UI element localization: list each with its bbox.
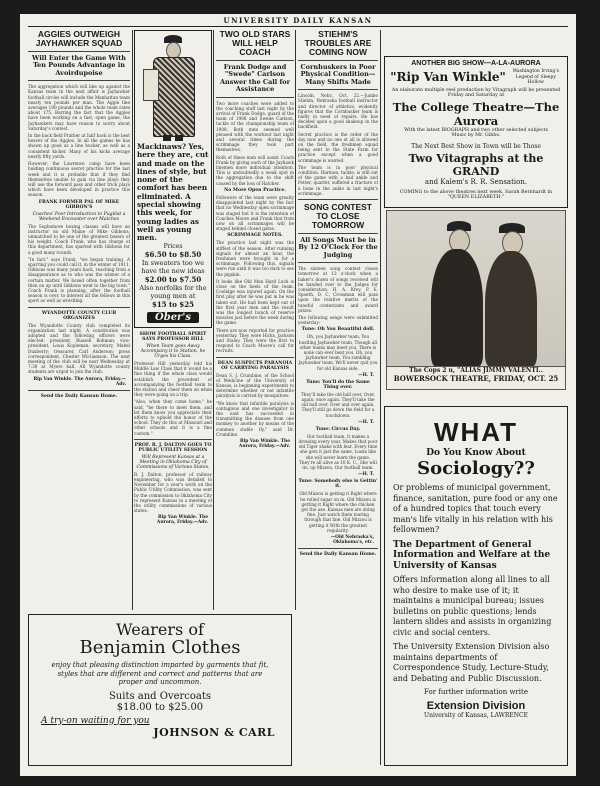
article-text: Professor Hill yesterday told his Middle Law Class that it would be a fine thing if the whole class would establish the precedent of accompanying the football team to the station and cheer them on when they were going on a trip. [134, 361, 212, 398]
footer-send-home: Send the Daily Kansan Home. [299, 551, 377, 557]
article-text: Dean S. J. Crumbine, of the School of Medicine of the University of Kansas, is beginning experiments to determine whether or not infantile paralysis is carried by mosquitoes. [216, 372, 294, 399]
ad-rip-line5: Two Vitagraphs at the GRAND [408, 151, 544, 178]
subhead-song-contest: All Songs Must be in By 12 O'Clock For the Judging [298, 235, 378, 259]
ad-wearers-line3: Suits and Overcoats [108, 690, 212, 702]
article-text: The following songs were submitted yesterday: [298, 315, 378, 326]
ad-what-line5: Extension Division [426, 700, 526, 712]
photo-caption-1: The Cops 2 u, "ALIAS JIMMY VALENTI.. [409, 367, 543, 374]
column-rule [295, 30, 296, 610]
caption-frank: FRANK FORMER PAL OF MIKE GIBBON'S [38, 199, 120, 210]
ad-wearers-body: enjoy that pleasing distinction imparted by garments that fit, styles that are different and correct and patterns that are proper and uncommon. [51, 661, 269, 686]
headline-stiehm: STIEHM'S TROUBLES ARE COMING NOW [304, 30, 372, 57]
headline-aggies: AGGIES OUTWEIGH JAYHAWKER SQUAD [35, 30, 123, 48]
headline-old-stars: TWO OLD STARS WILL HELP COACH [219, 30, 291, 57]
ad-wearers-line2: Benjamin Clothes [79, 637, 241, 658]
song-lyrics: Oh, you Jayhawker team, You bustling Jayhawker team, Though all other teams may meet you, There is none can ever beat you. Oh, you Jayhawker team, You rambling Jayhawker team, We'll never quit you for old Kansas side. [298, 334, 378, 371]
ad-rip-theatre: The College Theatre—The Aurora [392, 99, 560, 128]
song-signature: —H. T. [358, 372, 374, 378]
subhead-stiehm: Cornhuskers in Poor Physical Condition—Many Shifts Made [300, 62, 376, 86]
song-signature: —H. T. [358, 472, 374, 478]
ad-wearers-line1: Wearers of [116, 620, 204, 639]
song-lyrics: Our football team, It makes a dressing every year, Makes that poor old Tiger shake with fear. Every time she gets it just the same, Looks like she will never learn the game. They're all alive as 10 K. U., She will do, up Mizzou. Our football team. [298, 433, 378, 471]
photo-caption-2: BOWERSOCK THEATRE, FRIDAY, OCT. 25 [393, 374, 559, 383]
song-lyrics: Old Mizzou is getting it Right where he rolled sugar on in. Old Mizzou is getting it Right where the chicken got the axe. Kansas men are doing fine. Just watch them tearing through that line. Old Mizzou is getting it With the greatest regularity. [299, 491, 377, 533]
article-text: It looks like Old Man Hard Luck is close on the heels of the team. Coolidge was injured again. On the first play after he was put in he was taken out. He had been kept out of the first year men and the result was the longest bunch of reserve muscles just before the week during the game. [216, 278, 294, 326]
price-suits: $15 to $25 [152, 299, 194, 309]
article-text: The Sophomore boxing classes will have an instructor on old Maine of Mike Gibbons, unmatched to be one of the greatest boxers of his weight. Coach Frank, who has charge of this department, has sparred with Gibbons for a good many rounds. [28, 223, 130, 255]
subhead-frank: Coaches' Poor Introduction to Pugilist a Weekend Encounter over Matches [32, 211, 126, 222]
subhead-old-stars: Frank Dodge and "Swede" Carlson Answer the Call for Assistance [219, 62, 291, 94]
price-sweater: $2.00 to $7.50 [144, 274, 202, 284]
song-title: Tune: You'll do the Same Thing over. [306, 379, 370, 390]
rip-van-winkle-ad [384, 56, 568, 208]
column-rule [380, 30, 381, 765]
sociology-ad [384, 406, 568, 766]
masthead: UNIVERSITY DAILY KANSAN [223, 16, 373, 25]
ad-what-line3: Sociology?? [417, 458, 535, 479]
ad-line: Rip Van Winkle. The Aurora, Friday.—Adv. [33, 376, 126, 387]
ad-rip-line3: With the latest BIOGRAPH and two other selected subjects [404, 127, 548, 133]
newspaper-page [20, 14, 576, 776]
song-signature: —H. T. [358, 419, 374, 425]
ad-rip-line3b: Music by Mr. Gibbs. [451, 132, 501, 138]
ad-what-body4: For further information write [424, 688, 528, 696]
column-1 [28, 30, 130, 610]
article-text: Secret practice is the order of the day now and no one at all is allowed on the field, the freshmen squad being sent to the State Farm for practice except when a good scrimmage is wanted. [298, 131, 378, 163]
song-title: Tune: Oh You Beautiful doll. [301, 327, 375, 333]
ad-rip-title-note: Washington Irving's Legend of Sleepy Hollow [512, 69, 559, 85]
song-signature: —Old Nebraska's, Oklahoma's, etc. [330, 534, 374, 545]
obers-ad [134, 30, 212, 328]
ad-rip-line1: ANOTHER BIG SHOW—A-LA-AURORA [411, 60, 541, 67]
ad-line: Rip Van Winkle. The Aurora, Friday.—Adv. [156, 515, 208, 526]
price-mackinaw: $6.50 to $8.50 [144, 249, 202, 259]
song-title: Tune: Circus Day. [315, 426, 361, 432]
article-text: "Also, when they come home," he said, "be there to meet them, and let them know you appreciate their efforts to uphold the honor of the school. They do this at Missouri and other schools and it is a fine custom." [134, 399, 212, 436]
article-text: The team is in poor physical condition. Harmon, tackle, is still out of the game with a bad ankle and Potter, quarter, suffered a fracture of a bone in the ankle in last night's scrimmage. [298, 164, 378, 196]
ad-rip-line4: The Next Best Show in Town will be Those [411, 142, 541, 150]
ad-rip-line7: COMING to the above theatres next week, Sarah Bernhardt in "QUEEN ELIZABETH." [399, 189, 553, 200]
sweater-line: In sweaters too we have the new ideas [141, 258, 205, 275]
masthead-rule [28, 26, 568, 27]
ad-rip-line6: and Kalem's R. R. Sensation. [424, 177, 528, 186]
column-rule [213, 30, 214, 610]
heading-paralysis: DEAN SUSPECTS PARANOIA OF CARRYING PARALYSIS [217, 360, 293, 371]
column-4 [298, 30, 378, 765]
subhead-aggies: Will Enter the Game With Ten Pounds Advantage in Avoirdupoise [32, 53, 126, 77]
ad-wearers-line4: A try-on waiting for you [41, 715, 150, 726]
ad-rip-line2: An elaborate multiple reel production by Vitagraph will be presented Friday and Saturday at [391, 87, 561, 98]
column-2 [134, 30, 212, 610]
article-text: "In fact," says Frank, "we began training. A sparring you could call it, in the winter of 1911. Gibbons was many years back, reaching from a disappearance as to who was the winner of a certain matter. We boxed often together from then on up until Gibbons went to the big town." Coach Frank is planning, after the football season is over, to interest all the fellows in this sport as well as wrestling. [28, 256, 130, 304]
article-text: R. J. Dalton, professor of railway engineering, who was detailed to November for a year's work on the Public Utility Commission, was sent by the commission to Oklahoma City to represent Kansas in a meeting of the utility commissions of various states. [134, 471, 212, 514]
benjamin-clothes-ad [28, 614, 292, 766]
article-text: There are now reported for practice yesterday. They were Hicks, Jackson and Staley. They were the first to respond to Coach Moore's call for recruits. [216, 327, 294, 354]
song-lyrics: They'll take the old ball over, Over, again, once again. They'll take the old ball over, Over and over again. They'll still go down the field for a touchdown. [301, 391, 375, 418]
obers-ad-text: Mackinaws? Yes, here they are, cut and made on the lines of style, but none of the comfort has been eliminated. A special showing this week, for young ladies as well as young men. [137, 142, 209, 243]
column-rule [132, 30, 133, 610]
caption-scrimmage-notes: SCRIMMAGE NOTES. [227, 233, 283, 239]
article-text: The Wyandotte County club completed its organization last night. A constitution was adopted and the following officers were elected: president, Russell Bohman; vice-president, Louis Kopleman; secretary, Mabel Duxberry; treasurer, Carl Anderson; press correspondent, Chester Wil-liamson. The next meeting of the club will be next Wednesday at 7:30 at Myers hall. All Wyandotte county students are urged to join the club. [28, 322, 130, 375]
heading-football-spirit: SHOW FOOTBALL SPIRIT SAYS PROFESSOR HILL [139, 332, 207, 342]
article-text: The sixteen song contest closes tomorrow at 12 o'clock when a baker's dozen of songs received will be handed over to the Judges for consideration. H. A. Krey, P. E. Spaeth, D. C. Crossman will pass upon the relative merits of the tuneful contestants and award prizes. [298, 266, 378, 313]
article-text: Followers of the team were greatly disappointed last night by the fact that no Wednesday open scrimmage was staged but it is the intention of Coaches Moore and Frank that from now on all scrimmages will be staged behind closed gates. [216, 194, 294, 232]
article-text: The practice last night was the stiffest of the season. After running signals for almost an hour, the freshmen were brought in for a scrimmage. Following this, signals were run until it was too dark to see the pigskin. [216, 240, 294, 277]
obers-logo: Ober's [147, 312, 199, 323]
ad-wearers-price: $18.00 to $25.00 [116, 701, 204, 713]
ad-what-line4: The Department of General Information and Welfare at the University of Kansas [393, 539, 551, 571]
article-text: "We know that infantile paralysis is contagious and one investigator in the east has succeeded in transmitting the disease from one monkey to another by means of the common stable fly," said Dr. Crumbine. [216, 400, 294, 437]
article-text: Two more coaches were added to the coaching staff last night by the arrival of Frank Dodge, guard of the team of 1908 and Swede Carlson, tackle of the championship team of 1908. Both men seemed well pleased with the workout last night and several times during the scrimmage they took part themselves. [216, 100, 294, 153]
theatre-photo [386, 210, 566, 390]
mackinaw-illustration [137, 33, 209, 143]
subhead-dalton: Will Represent Kansas at a Meeting in Oklahoma City of Commissions of Various States. [136, 454, 210, 470]
ad-line: Rip Van Winkle. The Aurora, Friday.—Adv. [238, 439, 290, 450]
ad-what-body3: The University Extension Division also maintains departments of Correspondence Study, Lecture-Study, and Debating and Public Discussion. [393, 642, 550, 683]
column-3 [216, 30, 294, 610]
ad-what-line2: Do You Know About [426, 448, 526, 458]
song-title: Tune: Somebody else is Gettin' it. [298, 479, 378, 490]
article-text: The aggregation which will line up against the Kansas team in the next affair is Jayhawker football circles will include the Manhattan team nearly ten pounds per man. The Aggie line averages 190 pounds and the whole team rates about 175. Barring the fact that the Aggies have been working on a fast, open game, the Jayhawkers may have reason to worry about Saturday's contest. [28, 84, 130, 131]
ad-wearers-store: JOHNSON & CARL [153, 725, 275, 739]
heading-wyandotte: WYANDOTTE COUNTY CLUB ORGANIZES [41, 310, 117, 321]
ad-rip-title: "Rip Van Winkle" [390, 70, 506, 85]
ad-what-line1: WHAT [433, 417, 519, 447]
caption-open-practice: No More Open Practice. [224, 187, 286, 193]
suits-line: Also norfolks for the young men at [139, 283, 207, 300]
ad-what-body1: Or problems of municipal government, finance, sanitation, pure food or any one of a hundred topics that touch every man's life vitally in his relation with his fellowmen? [393, 483, 558, 534]
price-label: Prices [163, 242, 183, 250]
footer-send-home: Send the Daily Kansan Home. [40, 393, 118, 399]
headline-song-contest: SONG CONTEST TO CLOSE TOMORROW [303, 202, 372, 230]
article-text: Both of these men will assist Coach Frank by giving each of the Jayhawk linemen more individual attention. This is undoubtedly a weak spot in the aggregation due to the shift caused by the loss of Hatcher. [216, 154, 294, 186]
heading-dalton: PROF. R. J. DALTON GOES TO PUBLIC UTILITY SESSION [134, 442, 212, 453]
article-text: Lincoln, Nebr., Oct. 22.—Jumbo Stiehm, Nebraska football instructor and director of athletics, evidently figures that the Cornhusker team is badly in need of repairs. He has decided upon a good shakeup in the backfield. [298, 93, 378, 130]
article-text: In the back field Prather at half back is the best heaver of the Aggies. In all the games he has shown up good as a line bucker, as well as a consistent kicker. Many of his kicks average nearly fifty yards. [28, 133, 130, 159]
article-text: However, the Lawrence camp have been holding continuous secret practice for the last week and it is probable that if they find themselves unable to gain via line plays they will use the forward pass and other trick plays which have been developed in practice this season. [28, 161, 130, 198]
ad-what-body2: Offers information along all lines to all who desire to make use of it; it maintains a municipal bureau; issues bulletins on public questions; lends lantern slides and assists in organizing civic and social centers. [393, 575, 552, 637]
subhead-football-spirit: When Team goes Away Accompany it to Station, he Urges his Class. [140, 344, 206, 359]
ad-what-line6: University of Kansas, LAWRENCE [424, 712, 528, 719]
